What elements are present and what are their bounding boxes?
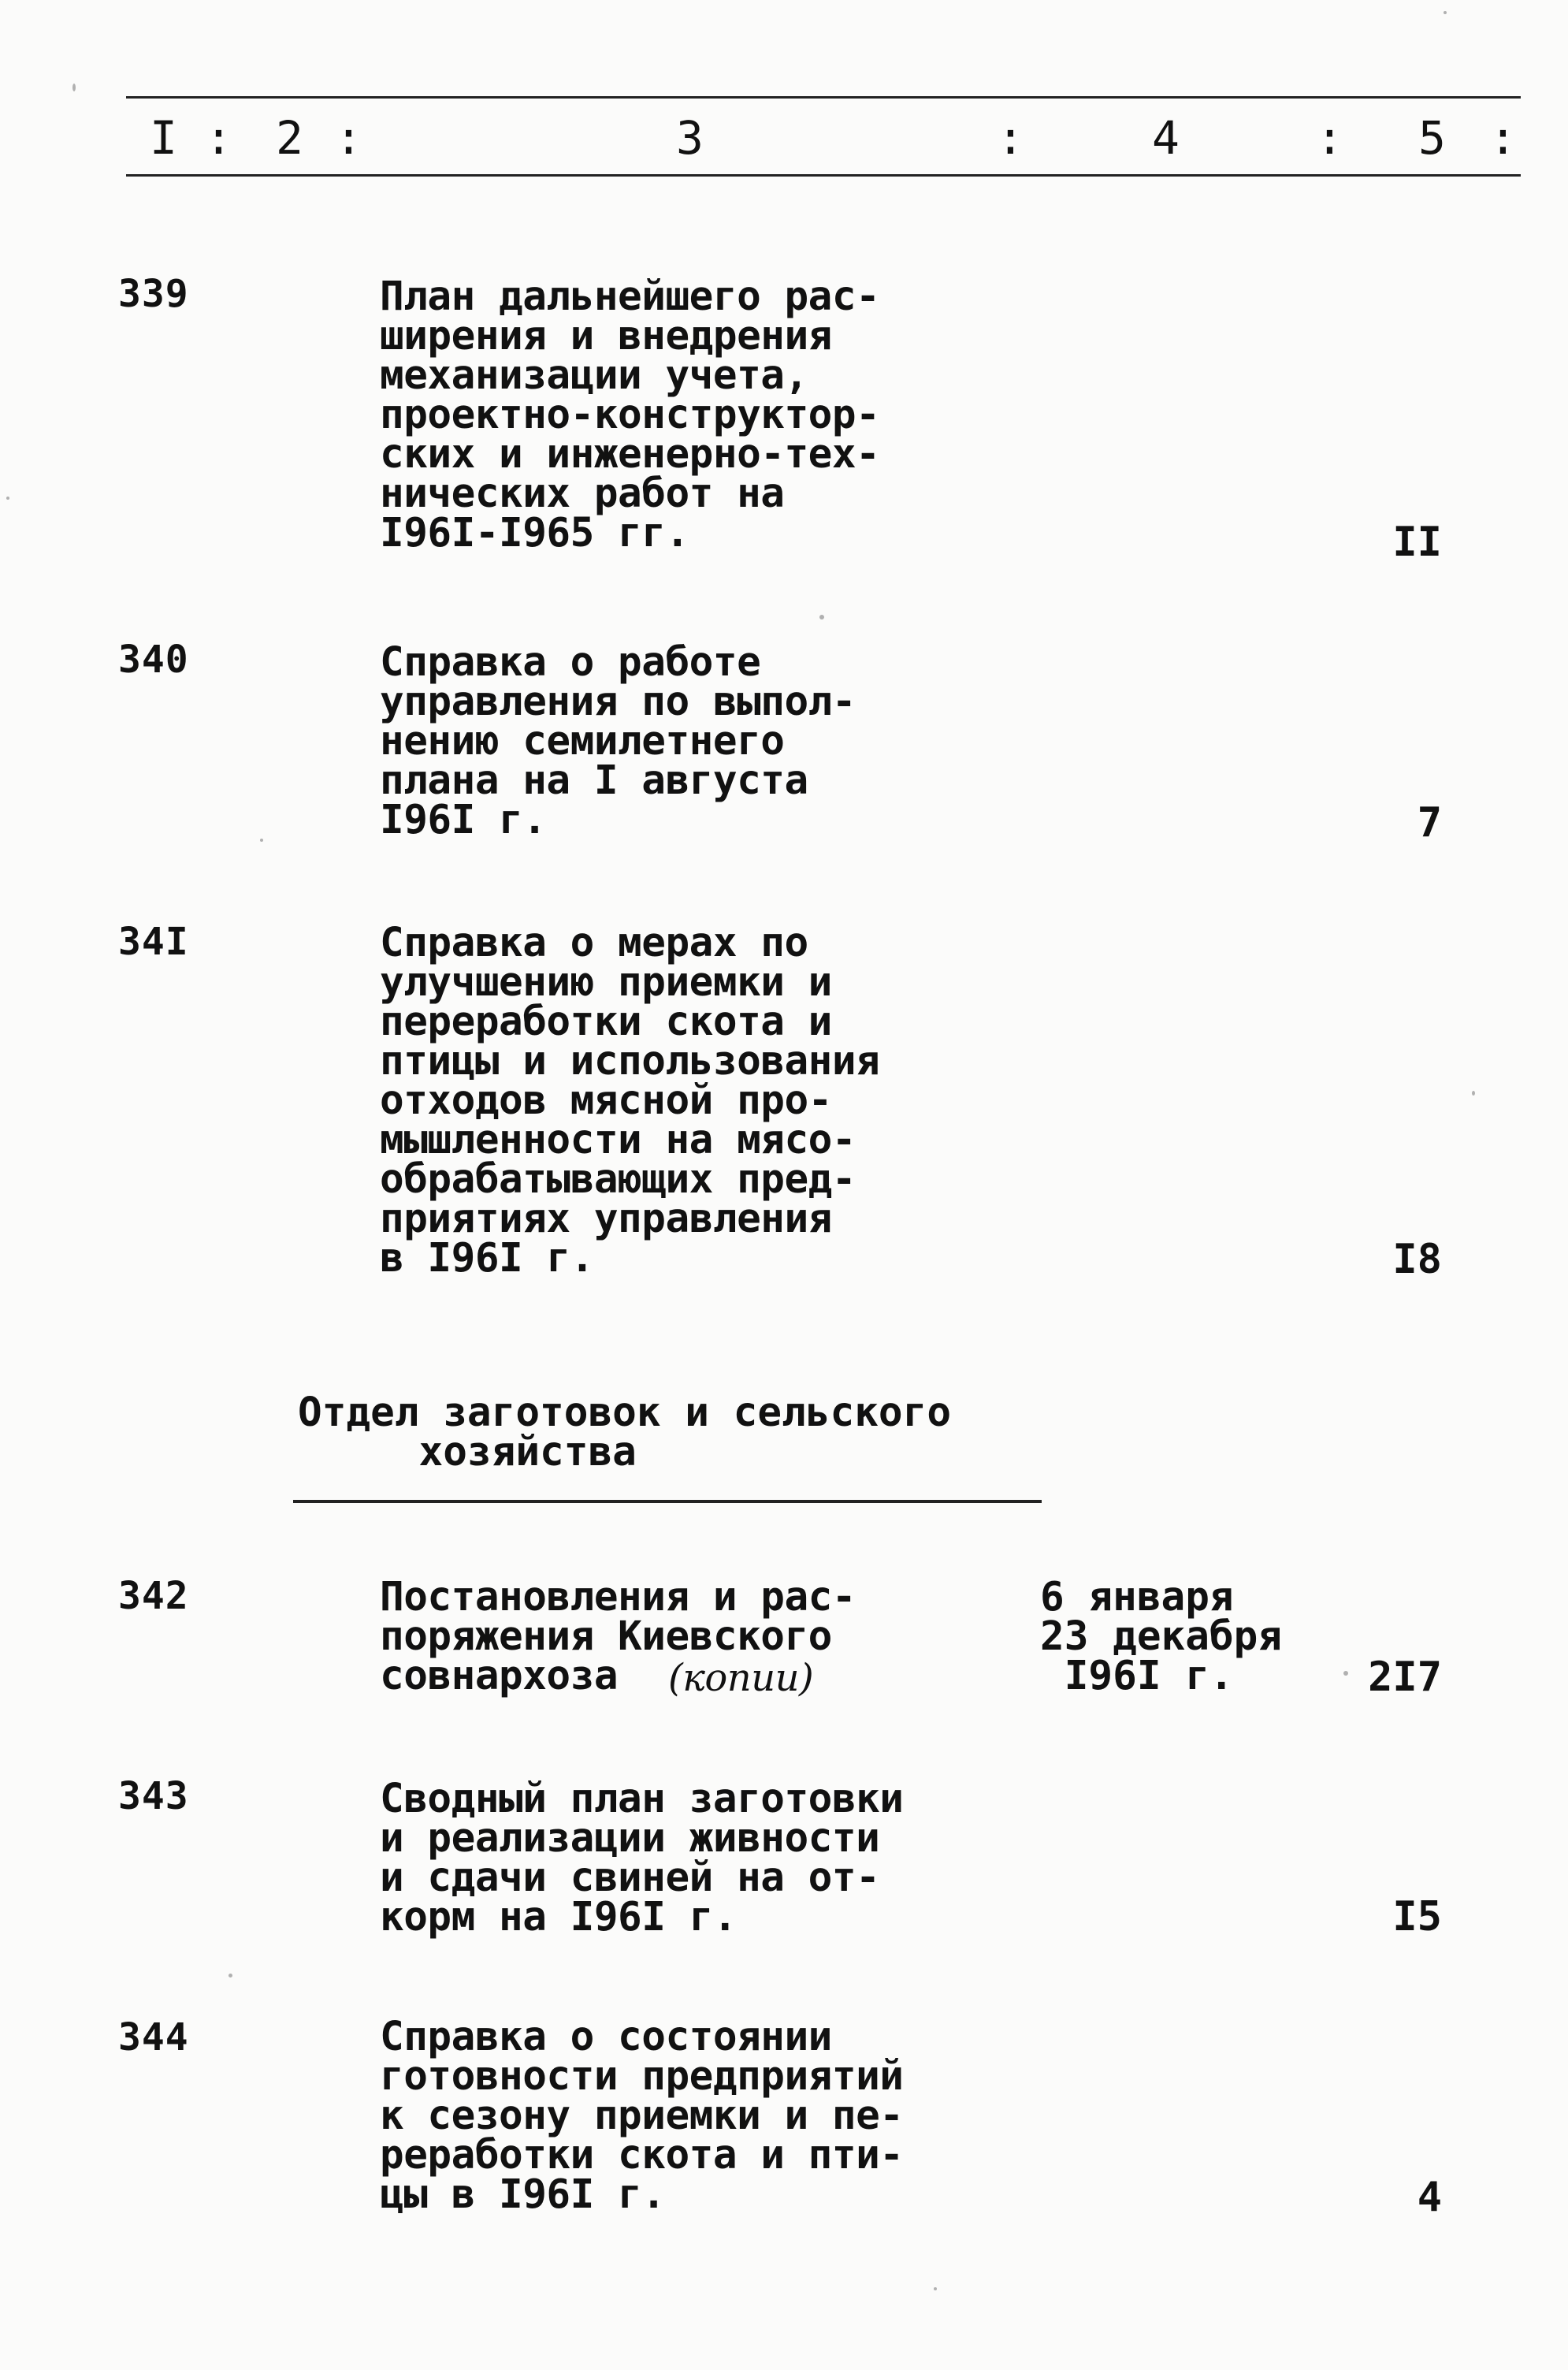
column-separator: : [205,111,233,165]
column-header-1: I [150,111,178,165]
record-title: Справка о состоянии готовности предприятий к сезону приемки и пе- реработки скота и пти- цы в I96I г. [380,2014,904,2218]
record-title: Постановления и рас- поряжения Киевского совнархоза [380,1574,856,1699]
record-title: Справка о работе управления по выпол- нению семилетнего плана на I августа I96I г. [380,639,856,843]
section-heading: Отдел заготовок и сельского хозяйства [298,1390,952,1475]
column-separator: : [1316,111,1344,165]
record-pages: II [1392,519,1442,566]
scan-speck [1444,11,1447,14]
record-pages: I5 [1392,1893,1442,1940]
record-title: Справка о мерах по улучшению приемки и переработки скота и птицы и использования отходов мясной про- мышленности на мясо- обрабатывающих пред- приятиях управления в I96I г. [380,920,880,1282]
header-top-rule [126,96,1521,99]
column-separator: : [997,111,1025,165]
record-date-range: 6 января 23 декабря I96I г. [1040,1574,1283,1699]
column-header-3: 3 [676,111,704,165]
record-pages: 7 [1417,799,1442,846]
scan-speck [819,615,824,619]
column-separator: : [1489,111,1518,165]
section-underline [293,1500,1042,1503]
scan-speck [260,839,263,842]
scan-speck [229,1974,232,1977]
handwritten-note: (копии) [668,1656,814,1700]
record-pages: 2I7 [1368,1654,1442,1701]
scan-speck [6,497,9,500]
record-id: 339 [118,272,189,316]
record-id: 34I [118,920,189,964]
record-id: 340 [118,638,189,682]
scan-speck [72,84,76,91]
record-id: 343 [118,1774,189,1818]
record-pages: I8 [1392,1236,1442,1283]
scan-speck [934,2287,937,2290]
record-id: 344 [118,2015,189,2059]
column-header-5: 5 [1418,111,1447,165]
record-title: Сводный план заготовки и реализации живности и сдачи свиней на от- корм на I96I г. [380,1776,904,1940]
column-header-2: 2 [276,111,304,165]
column-separator: : [335,111,363,165]
record-id: 342 [118,1574,189,1618]
record-pages: 4 [1417,2174,1442,2221]
scan-speck [1343,1671,1348,1676]
record-title: План дальнейшего рас- ширения и внедрения механизации учета, проектно-конструктор- ских и инженерно-тех- нических работ на I96I-I965 гг. [380,273,880,556]
scan-speck [1472,1091,1475,1096]
column-header-4: 4 [1152,111,1180,165]
header-bottom-rule [126,174,1521,177]
